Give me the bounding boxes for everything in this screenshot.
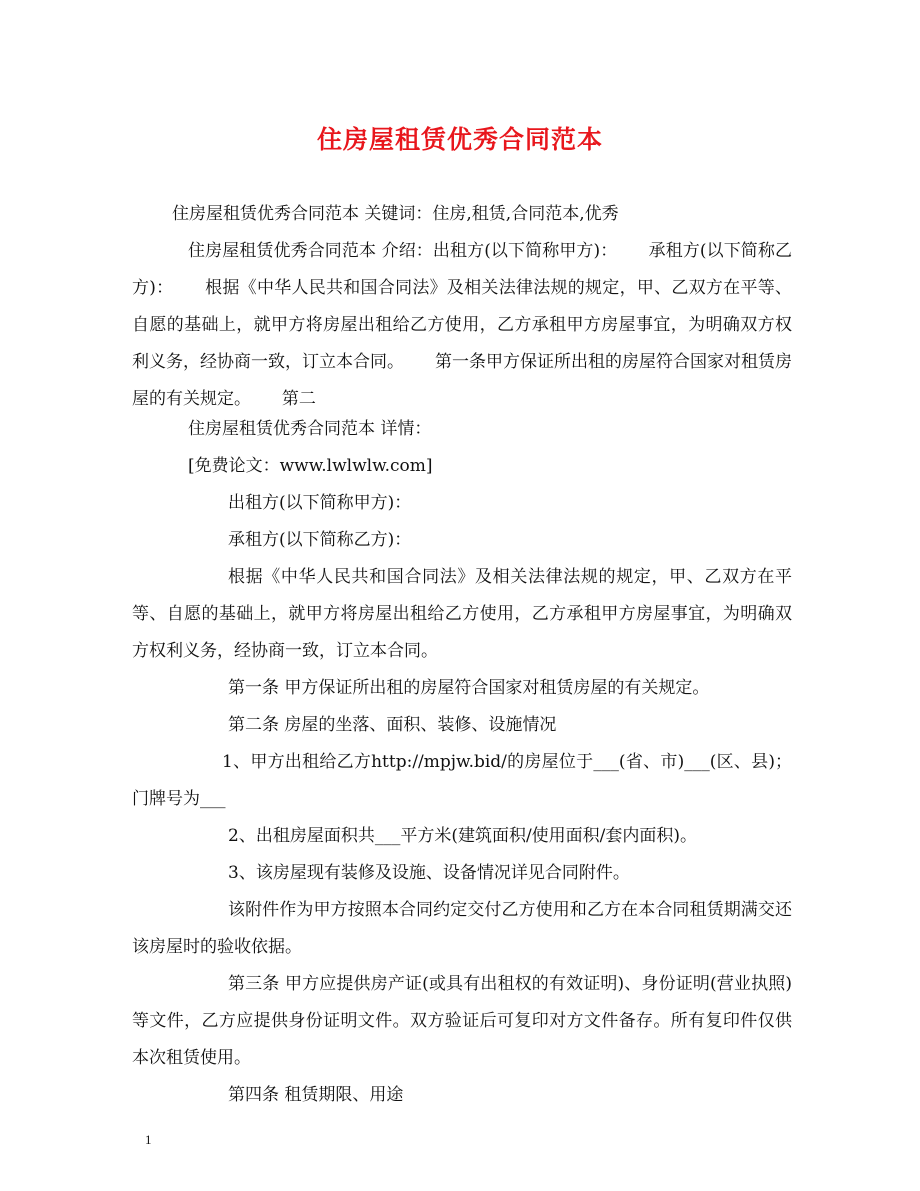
party-a-line: 出租方(以下简称甲方)： [228,493,412,513]
intro-paragraph: 住房屋租赁优秀合同范本 介绍：出租方(以下简称甲方)： 承租方(以下简称乙方)： 根据《中华人民共和国合同法》及相关法律法规的规定，甲、乙双方在平等、自愿的基础上，就甲方将房屋出租给乙方使用，乙方承租甲方房屋事宜，为明确双方权利义务，经协商一致，订立本合同。 第一条甲方保证所出租的房屋符合国家对租赁房屋的有关规定。 第二 [132,241,792,409]
article-3: 第三条 甲方应提供房产证(或具有出租权的有效证明)、身份证明(营业执照)等文件，乙方应提供身份证明文件。双方验证后可复印对方文件备存。所有复印件仅供本次租赁使用。 [132,974,792,1068]
free-paper-link: [免费论文：www.lwlwlw.com] [188,456,433,476]
article-2-item-3: 3、该房屋现有装修及设施、设备情况详见合同附件。 [228,863,630,883]
document-title: 住房屋租赁优秀合同范本 [316,125,603,154]
details-label: 住房屋租赁优秀合同范本 详情： [188,419,432,439]
article-4-heading: 第四条 租赁期限、用途 [228,1085,404,1105]
article-2-heading: 第二条 房屋的坐落、面积、装修、设施情况 [228,715,557,735]
article-2-item-2: 2、出租房屋面积共___平方米(建筑面积/使用面积/套内面积)。 [228,826,698,846]
preamble-paragraph: 根据《中华人民共和国合同法》及相关法律法规的规定，甲、乙双方在平等、自愿的基础上，就甲方将房屋出租给乙方使用，乙方承租甲方房屋事宜，为明确双方权利义务，经协商一致，订立本合同。 [132,567,792,661]
keywords-line: 住房屋租赁优秀合同范本 关键词：住房,租赁,合同范本,优秀 [172,204,619,224]
article-2-item-1: 1、甲方出租给乙方http://mpjw.bid/的房屋位于___(省、市)___(区、县)；门牌号为___ [132,752,792,809]
article-1: 第一条 甲方保证所出租的房屋符合国家对租赁房屋的有关规定。 [228,678,710,698]
attachment-paragraph: 该附件作为甲方按照本合同约定交付乙方使用和乙方在本合同租赁期满交还该房屋时的验收依据。 [132,900,792,957]
contract-body [132,411,792,1114]
page-number: 1 [145,1132,152,1147]
party-b-line: 承租方(以下简称乙方)： [228,530,412,550]
